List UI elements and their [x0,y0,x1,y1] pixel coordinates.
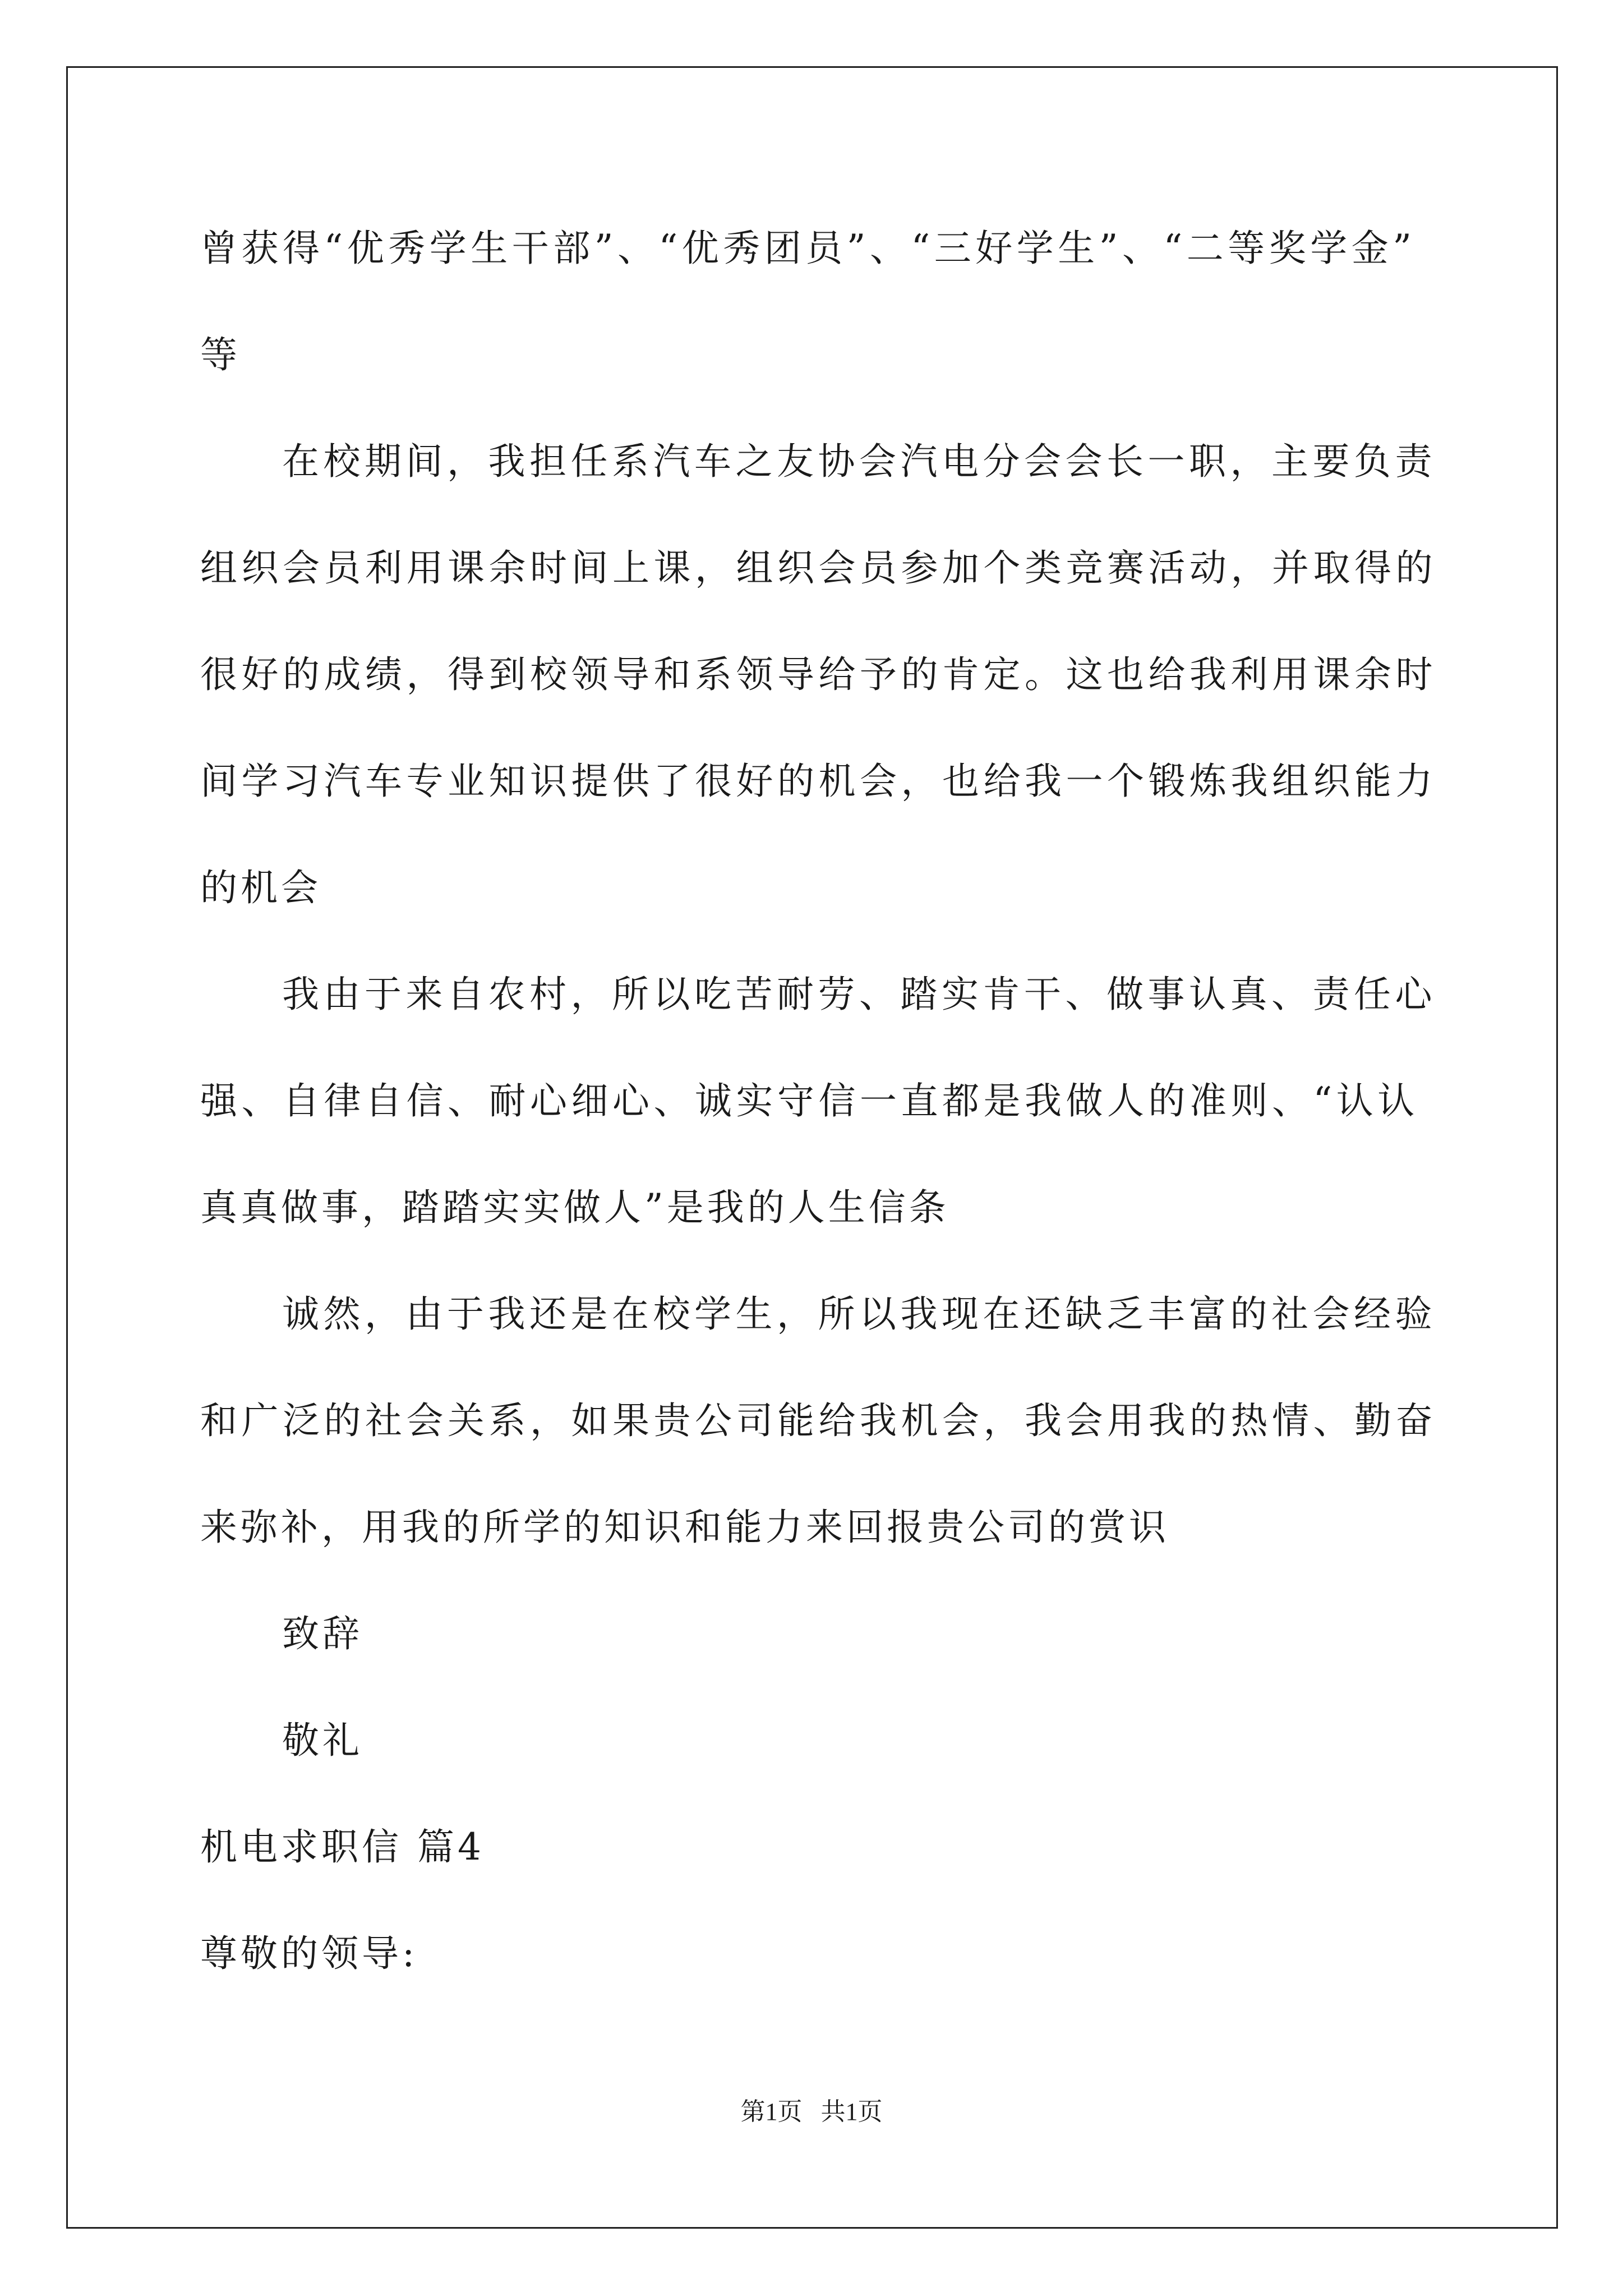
paragraph-line: 强、自律自信、耐心细心、诚实守信一直都是我做人的准则、“认认 [200,1079,1419,1122]
page-footer: 第1页 共1页 [740,2098,883,2125]
salutation-jingli: 敬礼 [282,1719,363,1762]
paragraph-line: 等 [200,333,241,376]
paragraph-line: 很好的成绩，得到校领导和系领导给予的肯定。这也给我利用课余时 [200,653,1437,696]
paragraph-line: 诚然，由于我还是在校学生，所以我现在还缺乏丰富的社会经验 [282,1292,1436,1336]
paragraph-line: 我由于来自农村，所以吃苦耐劳、踏实肯干、做事认真、责任心 [282,973,1436,1016]
paragraph-line: 间学习汽车专业知识提供了很好的机会，也给我一个锻炼我组织能力 [200,760,1437,803]
paragraph-line: 组织会员利用课余时间上课，组织会员参加个类竞赛活动，并取得的 [200,546,1437,590]
paragraph-line: 真真做事，踏踏实实做人”是我的人生信条 [200,1186,949,1229]
greeting: 尊敬的领导: [200,1932,418,1975]
paragraph-line: 曾获得“优秀学生干部”、“优秀团员”、“三好学生”、“二等奖学金” [200,227,1416,270]
paragraph-line: 来弥补，用我的所学的知识和能力来回报贵公司的赏识 [200,1506,1169,1549]
paragraph-line: 在校期间，我担任系汽车之友协会汽电分会会长一职，主要负责 [282,440,1436,483]
paragraph-line: 的机会 [200,866,321,909]
salutation-zhici: 致辞 [282,1612,363,1655]
page-frame [66,66,1558,2229]
paragraph-line: 和广泛的社会关系，如果贵公司能给我机会，我会用我的热情、勤奋 [200,1399,1437,1442]
section-heading: 机电求职信 篇4 [200,1825,485,1869]
